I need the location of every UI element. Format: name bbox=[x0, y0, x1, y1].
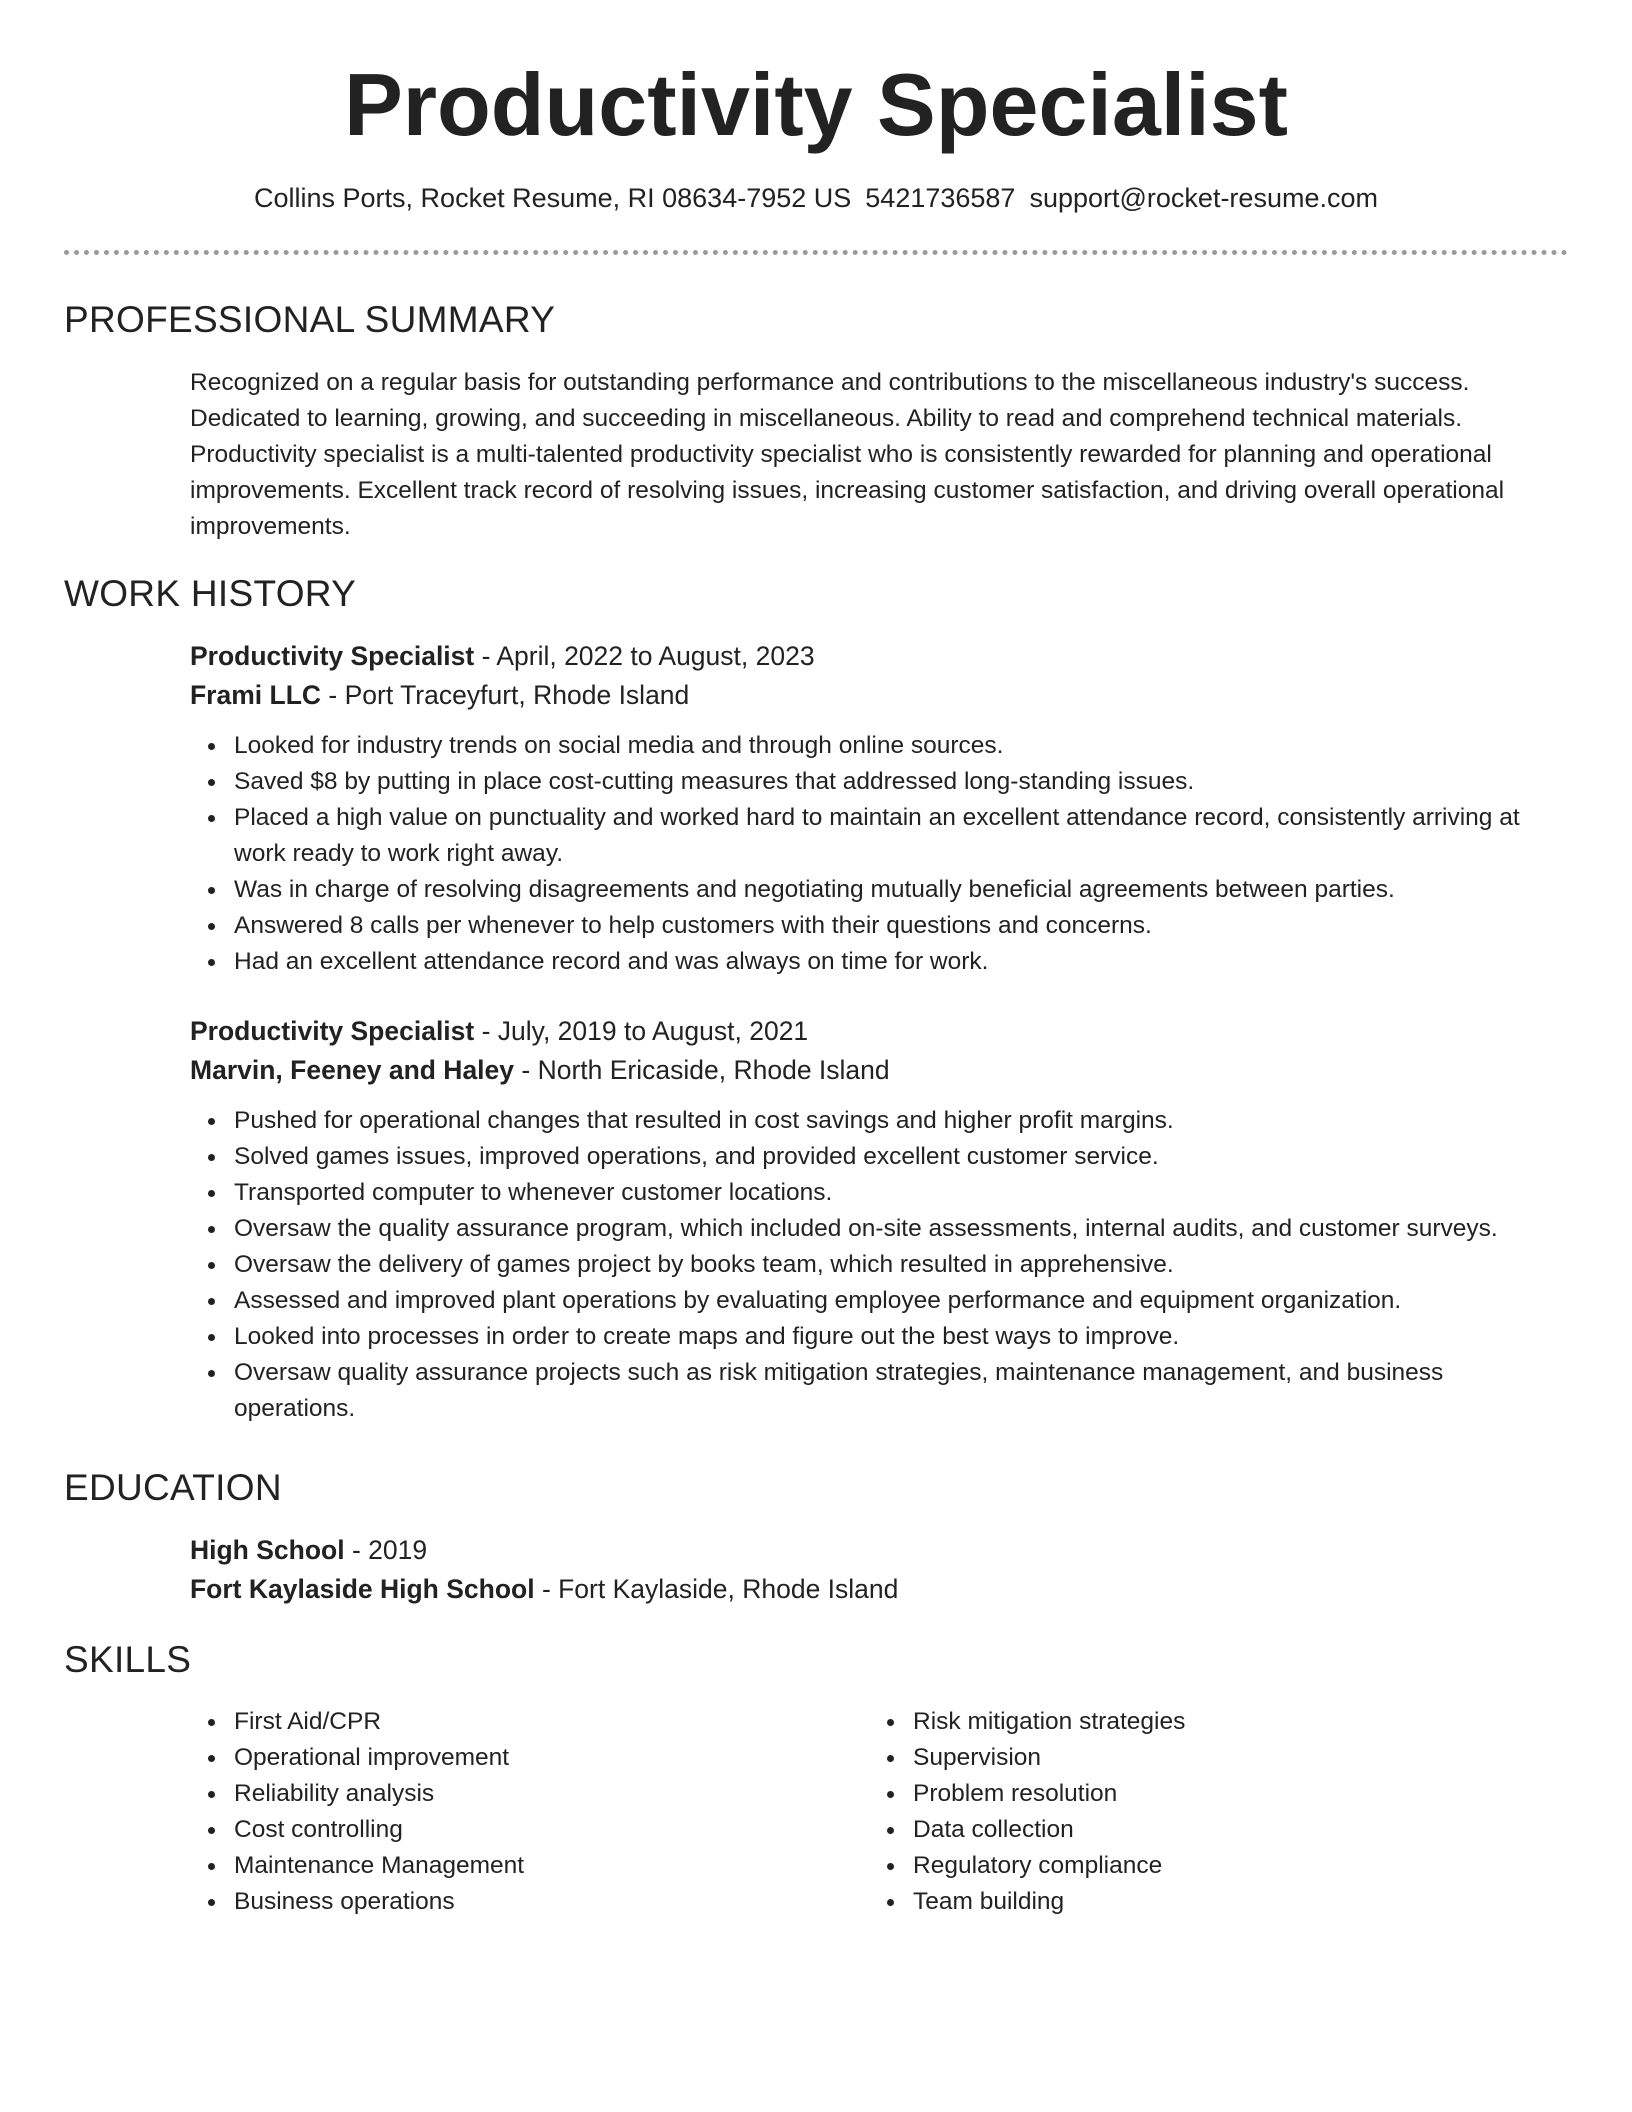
job-entry bbox=[190, 1012, 1570, 1427]
job-bullet: Answered 8 calls per whenever to help customers with their questions and concerns. bbox=[190, 908, 1570, 944]
skills-column-right bbox=[869, 1704, 1529, 1920]
contact-phone: 5421736587 bbox=[865, 183, 1016, 213]
skills-heading: SKILLS bbox=[64, 1639, 192, 1680]
job-location: - Port Traceyfurt, Rhode Island bbox=[328, 680, 690, 710]
education-heading: EDUCATION bbox=[64, 1467, 282, 1508]
skill-item: Team building bbox=[869, 1884, 1529, 1920]
skills-list bbox=[869, 1704, 1529, 1920]
contact-address: Collins Ports, Rocket Resume, RI 08634-7952 US bbox=[254, 183, 852, 213]
skill-item: Problem resolution bbox=[869, 1776, 1529, 1812]
header-divider bbox=[64, 250, 1568, 255]
education-year: - 2019 bbox=[351, 1535, 428, 1565]
skill-item: Data collection bbox=[869, 1812, 1529, 1848]
skills-column-left bbox=[190, 1704, 850, 1920]
job-bullet: Had an excellent attendance record and was always on time for work. bbox=[190, 944, 1570, 980]
job-bullet: Assessed and improved plant operations by evaluating employee performance and equipment organization. bbox=[190, 1283, 1570, 1319]
job-bullet: Solved games issues, improved operations, and provided excellent customer service. bbox=[190, 1139, 1570, 1175]
job-company-line bbox=[190, 676, 1570, 715]
job-entry bbox=[190, 637, 1570, 980]
job-bullet: Saved $8 by putting in place cost-cutting measures that addressed long-standing issues. bbox=[190, 764, 1570, 800]
job-bullet: Was in charge of resolving disagreements and negotiating mutually beneficial agreements between parties. bbox=[190, 872, 1570, 908]
work-history-heading: WORK HISTORY bbox=[64, 573, 357, 614]
education-degree-line bbox=[190, 1531, 1570, 1570]
job-bullet: Oversaw the delivery of games project by books team, which resulted in apprehensive. bbox=[190, 1247, 1570, 1283]
job-location: - North Ericaside, Rhode Island bbox=[521, 1055, 890, 1085]
job-company: Marvin, Feeney and Haley bbox=[190, 1055, 515, 1085]
job-company: Frami LLC bbox=[190, 680, 322, 710]
skills-list bbox=[190, 1704, 850, 1920]
job-bullet: Looked into processes in order to create maps and figure out the best ways to improve. bbox=[190, 1319, 1570, 1355]
skill-item: Risk mitigation strategies bbox=[869, 1704, 1529, 1740]
job-bullet: Pushed for operational changes that resulted in cost savings and higher profit margins. bbox=[190, 1103, 1570, 1139]
education-location: - Fort Kaylaside, Rhode Island bbox=[541, 1574, 899, 1604]
contact-email: support@rocket-resume.com bbox=[1029, 183, 1378, 213]
job-bullet: Oversaw quality assurance projects such as risk mitigation strategies, maintenance management, and business operations. bbox=[190, 1355, 1570, 1427]
summary-text: Recognized on a regular basis for outstanding performance and contributions to the miscellaneous industry's success. Dedicated to learning, growing, and succeeding in miscellaneous. Ability to read and comprehend technical materials. Productivity specialist is a multi-talented productivity specialist who is consistently rewarded for planning and operational improvements. Excellent track record of resolving issues, increasing customer satisfaction, and driving overall operational improvements. bbox=[190, 369, 1505, 540]
job-bullet: Looked for industry trends on social media and through online sources. bbox=[190, 728, 1570, 764]
job-dates: - April, 2022 to August, 2023 bbox=[481, 641, 815, 671]
job-company-line bbox=[190, 1051, 1570, 1090]
job-bullet: Placed a high value on punctuality and worked hard to maintain an excellent attendance record, consistently arriving at work ready to work right away. bbox=[190, 800, 1570, 872]
job-title-line bbox=[190, 637, 1570, 676]
job-bullet: Transported computer to whenever customer locations. bbox=[190, 1175, 1570, 1211]
summary-heading: PROFESSIONAL SUMMARY bbox=[64, 299, 556, 340]
job-role: Productivity Specialist bbox=[190, 641, 475, 671]
education-degree: High School bbox=[190, 1535, 345, 1565]
job-dates: - July, 2019 to August, 2021 bbox=[481, 1016, 809, 1046]
skill-item: Regulatory compliance bbox=[869, 1848, 1529, 1884]
job-title-line bbox=[190, 1012, 1570, 1051]
job-bullets bbox=[190, 1103, 1570, 1427]
education-school: Fort Kaylaside High School bbox=[190, 1574, 535, 1604]
job-role: Productivity Specialist bbox=[190, 1016, 475, 1046]
skill-item: Maintenance Management bbox=[190, 1848, 850, 1884]
skill-item: Supervision bbox=[869, 1740, 1529, 1776]
candidate-name: Productivity Specialist bbox=[344, 55, 1288, 154]
skill-item: Operational improvement bbox=[190, 1740, 850, 1776]
job-bullet: Oversaw the quality assurance program, which included on-site assessments, internal audits, and customer surveys. bbox=[190, 1211, 1570, 1247]
skill-item: Business operations bbox=[190, 1884, 850, 1920]
contact-line bbox=[0, 180, 1632, 216]
skill-item: First Aid/CPR bbox=[190, 1704, 850, 1740]
education-entry bbox=[190, 1531, 1570, 1609]
job-bullets bbox=[190, 728, 1570, 980]
skill-item: Cost controlling bbox=[190, 1812, 850, 1848]
skill-item: Reliability analysis bbox=[190, 1776, 850, 1812]
education-school-line bbox=[190, 1570, 1570, 1609]
